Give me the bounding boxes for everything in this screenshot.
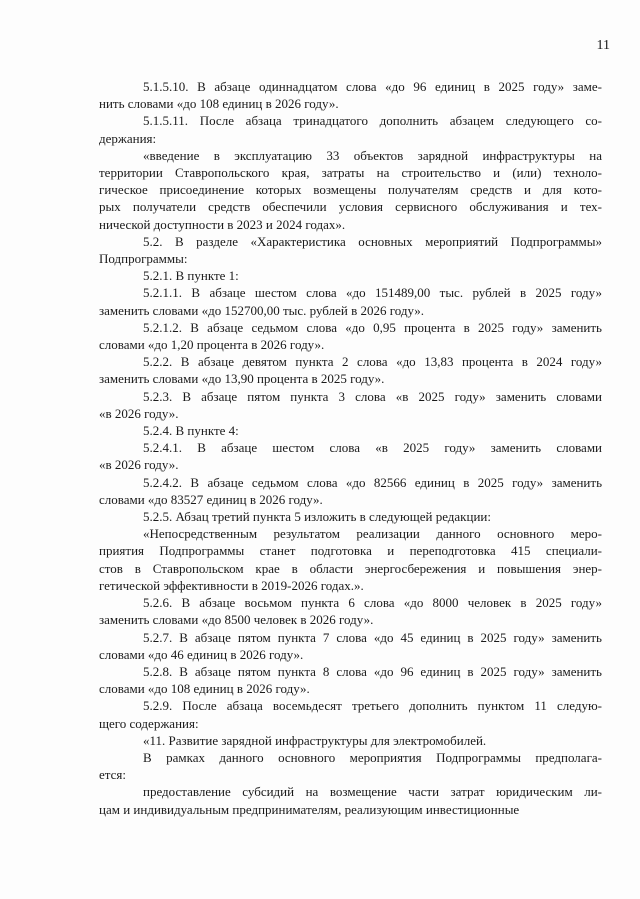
text-line: словами «до 108 единиц в 2026 году». (99, 681, 310, 697)
text-line: нической доступности в 2023 и 2024 годах». (99, 216, 346, 232)
text-line: словами «до 1,20 процента в 2026 году». (99, 337, 325, 353)
text-line: держания: (99, 130, 157, 146)
paragraph (99, 233, 602, 267)
text-line: заменить словами «до 8500 человек в 2026 году». (99, 612, 374, 628)
paragraph (99, 78, 602, 112)
paragraph (99, 388, 602, 422)
text-line: Подпрограммы: (99, 251, 188, 267)
paragraph (99, 353, 602, 387)
paragraph (99, 267, 602, 284)
text-line: рых получатели средств обеспечили условия сервисного обслуживания и тех- (99, 199, 602, 215)
text-line: «в 2026 году». (99, 405, 179, 421)
text-line: 5.2.1. В пункте 1: (143, 268, 239, 284)
paragraph (99, 508, 602, 525)
text-line: словами «до 46 единиц в 2026 году». (99, 646, 304, 662)
text-line: 5.1.5.10. В абзаце одиннадцатом слова «до 96 единиц в 2025 году» заме- (143, 79, 602, 94)
text-line: нить словами «до 108 единиц в 2026 году». (99, 96, 339, 112)
text-line: 5.2.1.1. В абзаце шестом слова «до 151489,00 тыс. рублей в 2025 году» (143, 285, 602, 301)
paragraph (99, 439, 602, 473)
text-line: 5.2.6. В абзаце восьмом пункта 6 слова «до 8000 человек в 2025 году» (143, 595, 602, 611)
paragraph (99, 319, 602, 353)
text-line: 5.2.1.2. В абзаце седьмом слова «до 0,95 процента в 2025 году» заменить (143, 319, 602, 335)
paragraph (99, 474, 602, 508)
text-line: «Непосредственным результатом реализации данного основного меро- (143, 526, 602, 542)
text-line: гетической эффективности в 2019-2026 годах.». (99, 577, 364, 593)
text-line: В рамках данного основного мероприятия Подпрограммы предполага- (143, 749, 602, 765)
text-line: словами «до 83527 единиц в 2026 году». (99, 491, 323, 507)
paragraph (99, 594, 602, 628)
text-line: приятия Подпрограммы станет подготовка и переподготовка 415 специали- (99, 543, 602, 559)
page-number: 11 (596, 38, 610, 53)
text-line: стов в Ставропольском крае в области энергосбережения и повышения энер- (99, 560, 602, 576)
text-line: гическое присоединение которых возмещены получателям средств и для кото- (99, 182, 602, 198)
text-line: «11. Развитие зарядной инфраструктуры для электромобилей. (143, 732, 487, 748)
paragraph (99, 525, 602, 594)
paragraph (99, 783, 602, 817)
text-line: территории Ставропольского края, затраты на строительство и (или) техноло- (99, 165, 602, 181)
text-line: 5.1.5.11. После абзаца тринадцатого дополнить абзацем следующего со- (143, 113, 602, 129)
text-line: «в 2026 году». (99, 457, 179, 473)
text-line: ется: (99, 767, 126, 783)
paragraph (99, 112, 602, 146)
paragraph (99, 732, 602, 749)
paragraph (99, 629, 602, 663)
text-line: 5.2. В разделе «Характеристика основных мероприятий Подпрограммы» (143, 233, 602, 249)
paragraph (99, 697, 602, 731)
text-line: предоставление субсидий на возмещение части затрат юридическим ли- (143, 784, 602, 800)
text-line: 5.2.4.1. В абзаце шестом слова «в 2025 году» заменить словами (143, 440, 602, 456)
text-line: 5.2.8. В абзаце пятом пункта 8 слова «до 96 единиц в 2025 году» заменить (143, 663, 602, 679)
text-line: 5.2.9. После абзаца восемьдесят третьего дополнить пунктом 11 следую- (143, 698, 602, 714)
paragraph (99, 284, 602, 318)
text-line: 5.2.5. Абзац третий пункта 5 изложить в следующей редакции: (143, 509, 491, 525)
paragraph (99, 663, 602, 697)
paragraph (99, 422, 602, 439)
text-line: заменить словами «до 152700,00 тыс. рублей в 2026 году». (99, 302, 425, 318)
text-line: заменить словами «до 13,90 процента в 2025 году». (99, 371, 385, 387)
text-line: цам и индивидуальным предпринимателям, реализующим инвестиционные (99, 801, 520, 817)
paragraph (99, 749, 602, 783)
paragraph (99, 147, 602, 233)
text-line: 5.2.4. В пункте 4: (143, 423, 239, 439)
text-line: 5.2.2. В абзаце девятом пункта 2 слова «до 13,83 процента в 2024 году» (143, 354, 602, 370)
text-line: 5.2.3. В абзаце пятом пункта 3 слова «в 2025 году» заменить словами (143, 388, 602, 404)
text-line: щего содержания: (99, 715, 199, 731)
text-line: «введение в эксплуатацию 33 объектов зарядной инфраструктуры на (143, 147, 602, 163)
text-line: 5.2.7. В абзаце пятом пункта 7 слова «до 45 единиц в 2025 году» заменить (143, 629, 602, 645)
document-body (99, 78, 602, 818)
text-line: 5.2.4.2. В абзаце седьмом слова «до 82566 единиц в 2025 году» заменить (143, 474, 602, 490)
